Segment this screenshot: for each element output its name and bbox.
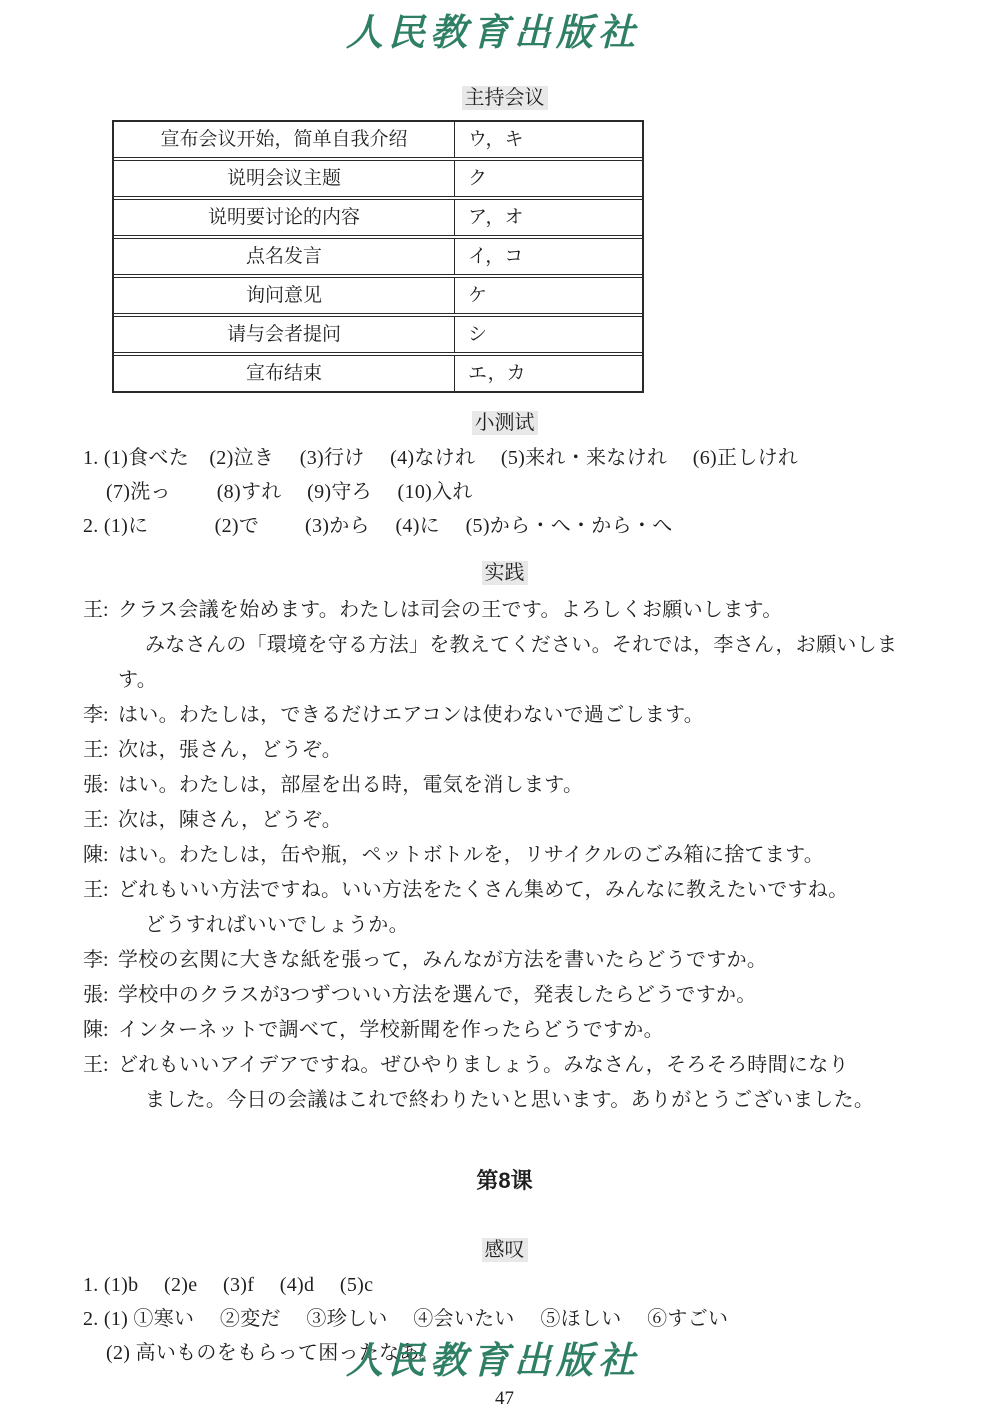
dialogue-text [118, 838, 926, 873]
section-title-hosting-text: 主持会议 [462, 86, 548, 110]
practice-dialogue [83, 593, 926, 1118]
publisher-logo-top-text: 人民教育出版社 [346, 10, 640, 54]
table-cell-task: 点名发言 [114, 239, 455, 274]
dialogue-text [118, 593, 926, 698]
dialogue-line: はい。わたしは，できるだけエアコンは使わないで過ごします。 [118, 704, 705, 726]
dialogue-text [118, 978, 926, 1013]
dialogue-text [118, 1013, 926, 1048]
dialogue-speaker: 王: [83, 809, 109, 831]
dialogue-speaker: 李: [83, 949, 109, 971]
table-cell-answer: シ [468, 324, 488, 345]
dialogue-text [118, 733, 926, 768]
dialogue-turn [83, 943, 926, 978]
dialogue-line: クラス会議を始めます。わたしは司会の王です。よろしくお願いします。 [118, 599, 783, 621]
dialogue-text [118, 768, 926, 803]
table-row [114, 238, 642, 275]
table-cell-task: 询问意见 [114, 278, 455, 313]
dialogue-turn [83, 733, 926, 768]
table-row [114, 316, 642, 353]
table-row [114, 199, 642, 236]
hosting-answers-table [112, 120, 644, 393]
dialogue-speaker: 王: [83, 879, 109, 901]
section-title-practice-text: 实践 [482, 561, 528, 585]
page-content [0, 84, 986, 1412]
dialogue-speaker: 張: [83, 774, 109, 796]
dialogue-turn [83, 803, 926, 838]
table-cell-answer: イ，コ [468, 246, 524, 267]
table-cell-answer: ア，オ [468, 207, 524, 228]
page-number: 47 [495, 1388, 514, 1409]
section-title-hosting [83, 84, 926, 112]
table-cell-answer: ケ [468, 285, 488, 306]
dialogue-text [118, 1048, 926, 1118]
table-row [114, 355, 642, 391]
exclamation-answer-line: 1. (1)b (2)e (3)f (4)d (5)c [83, 1274, 374, 1296]
lesson-8-heading: 第8课 [476, 1168, 533, 1193]
dialogue-text [118, 698, 926, 733]
table-cell-answer: ク [468, 168, 488, 189]
dialogue-text [118, 943, 926, 978]
dialogue-speaker: 王: [83, 599, 109, 621]
quiz-answer-line: 1. (1)食べた (2)泣き (3)行け (4)なけれ (5)来れ・来なけれ (6)正しけれ [83, 447, 799, 469]
dialogue-turn [83, 838, 926, 873]
dialogue-line: 学校の玄関に大きな紙を張って，みんなが方法を書いたらどうですか。 [118, 949, 768, 971]
dialogue-line: みなさんの「環境を守る方法」を教えてください。それでは，李さん，お願いします。 [118, 634, 898, 691]
exclamation-answer-line: (2) 高いものをもらって困ったなあ。 [106, 1342, 440, 1364]
dialogue-speaker: 王: [83, 739, 109, 761]
dialogue-line: インターネットで調べて，学校新聞を作ったらどうですか。 [118, 1019, 664, 1041]
dialogue-speaker: 陳: [83, 844, 109, 866]
section-title-quiz-text: 小测试 [472, 411, 538, 435]
dialogue-text [118, 873, 926, 943]
publisher-logo-bottom-text: 人民教育出版社 [346, 1337, 640, 1382]
dialogue-speaker: 李: [83, 704, 109, 726]
dialogue-line: どうすればいいでしょうか。 [145, 914, 409, 936]
dialogue-turn [83, 768, 926, 803]
dialogue-line: はい。わたしは，部屋を出る時，電気を消します。 [118, 774, 584, 796]
publisher-logo-bottom [0, 1338, 986, 1382]
dialogue-line: はい。わたしは，缶や瓶，ペットボトルを，リサイクルのごみ箱に捨てます。 [118, 844, 825, 866]
dialogue-speaker: 張: [83, 984, 109, 1006]
dialogue-turn [83, 593, 926, 698]
dialogue-turn [83, 1048, 926, 1118]
section-title-quiz [83, 409, 926, 437]
exclamation-answer-line: 2. (1) ①寒い ②変だ ③珍しい ④会いたい ⑤ほしい ⑥すごい [83, 1308, 729, 1330]
section-title-exclamation [83, 1236, 926, 1264]
table-cell-task: 宣布结束 [114, 356, 455, 391]
table-cell-task: 说明会议主题 [114, 161, 455, 196]
table-row [114, 277, 642, 314]
dialogue-line: どれもいいアイデアですね。ぜひやりましょう。みなさん，そろそろ時間になり [118, 1054, 849, 1076]
dialogue-turn [83, 1013, 926, 1048]
section-title-exclamation-text: 感叹 [482, 1238, 528, 1262]
quiz-answer-line: (7)洗っ (8)すれ (9)守ろ (10)入れ [106, 481, 473, 503]
dialogue-turn [83, 873, 926, 943]
dialogue-line: どれもいい方法ですね。いい方法をたくさん集めて，みんなに教えたいですね。 [118, 879, 849, 901]
table-cell-answer: ウ，キ [468, 129, 524, 150]
dialogue-line: ました。今日の会議はこれで終わりたいと思います。ありがとうございました。 [145, 1089, 875, 1111]
table-row [114, 122, 642, 158]
dialogue-turn [83, 978, 926, 1013]
table-cell-task: 说明要讨论的内容 [114, 200, 455, 235]
table-row [114, 160, 642, 197]
dialogue-line: 次は，張さん，どうぞ。 [118, 739, 343, 761]
table-cell-answer: エ，カ [468, 363, 526, 384]
table-cell-task: 请与会者提问 [114, 317, 455, 352]
dialogue-speaker: 王: [83, 1054, 109, 1076]
dialogue-line: 学校中のクラスが3つずついい方法を選んで，発表したらどうですか。 [118, 984, 757, 1006]
dialogue-line: 次は，陳さん，どうぞ。 [118, 809, 343, 831]
table-cell-task: 宣布会议开始，简单自我介绍 [114, 122, 455, 157]
dialogue-turn [83, 698, 926, 733]
dialogue-text [118, 803, 926, 838]
publisher-logo-top [0, 0, 986, 68]
quiz-answers [83, 441, 926, 543]
section-title-practice [83, 559, 926, 587]
dialogue-speaker: 陳: [83, 1019, 109, 1041]
quiz-answer-line: 2. (1)に (2)で (3)から (4)に (5)から・へ・から・へ [83, 515, 673, 537]
